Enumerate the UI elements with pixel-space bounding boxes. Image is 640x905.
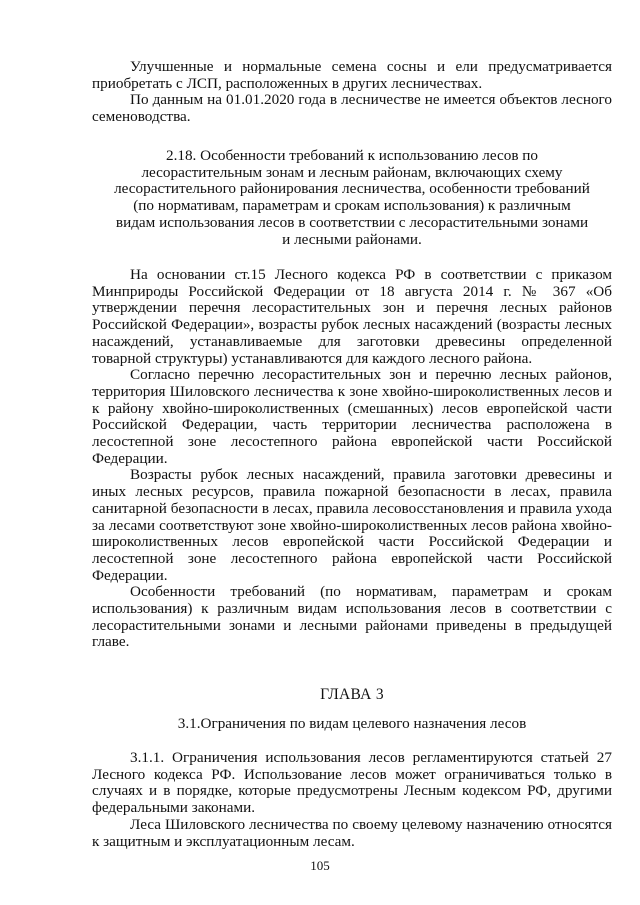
paragraph-forest-purpose: Леса Шиловского лесничества по своему целевому назначению относятся к защитным и эксплуатационным лесам.: [92, 815, 612, 850]
intro-paragraph-seed-objects: По данным на 01.01.2020 года в лесничестве не имеется объектов лесного семеноводства.: [92, 91, 612, 126]
section-2-18-heading: 2.18. Особенности требований к использованию лесов по лесорастительным зонам и лесным районам, включающих схему лесорастительного районирования лесничества, особенности требований (по нормативам, параметрам и срокам использования) к различным видам использования лесов в соответствии с лесорастительными зонами и лесными районами.: [114, 147, 590, 248]
paragraph-restrictions: 3.1.1. Ограничения использования лесов регламентируются статьей 27 Лесного кодекса РФ. Использование лесов может ограничиваться только в случаях и в порядке, которые предусмотрены Лесным кодексом РФ, другими федеральными законами.: [92, 749, 612, 817]
page-number: 105: [310, 858, 330, 873]
section-3-1-heading: 3.1.Ограничения по видам целевого назначения лесов: [177, 715, 527, 732]
paragraph-zones: Согласно перечню лесорастительных зон и перечню лесных районов, территория Шиловского лесничества к зоне хвойно-широколиственных лесов и к району хвойно-широколиственных (смешанных) лесов европейской части Российской Федерации, часть территории лесничества расположена в лесостепной зоне лесостепного района европейской части Российской Федерации.: [92, 366, 612, 467]
chapter-title: ГЛАВА 3: [320, 686, 384, 703]
intro-section: [92, 59, 612, 126]
paragraph-legal-basis: На основании ст.15 Лесного кодекса РФ в соответствии с приказом Минприроды Российской Федерации от 18 августа 2014 г. № 367 «Об утверждении перечня лесорастительных зон и перечня лесных районов Российской Федерации», возрасты рубок лесных насаждений (возрасты лесных насаждений, устанавливаемые для заготовки древесины определенной товарной структуры) устанавливаются для каждого лесного района.: [92, 266, 612, 367]
section-3-1-body: [92, 750, 612, 850]
paragraph-felling-ages: Возрасты рубок лесных насаждений, правила заготовки древесины и иных лесных ресурсов, правила пожарной безопасности в лесах, правила санитарной безопасности в лесах, правила лесовосстановления и правила ухода за лесами соответствуют зоне хвойно-широколиственных лесов района хвойно-широколиственных лесов европейской части Российской Федерации и лесостепной зоне лесостепного района европейской части Российской Федерации.: [92, 466, 612, 584]
section-2-18-body: [92, 267, 612, 651]
intro-paragraph-seeds: Улучшенные и нормальные семена сосны и ели предусматривается приобретать с ЛСП, расположенных в других лесничествах.: [92, 58, 612, 92]
paragraph-requirements: Особенности требований (по нормативам, параметрам и срокам использования) к различным видам использования лесов в соответствии с лесорастительными зонами и лесными районами приведены в предыдущей главе.: [92, 583, 612, 651]
